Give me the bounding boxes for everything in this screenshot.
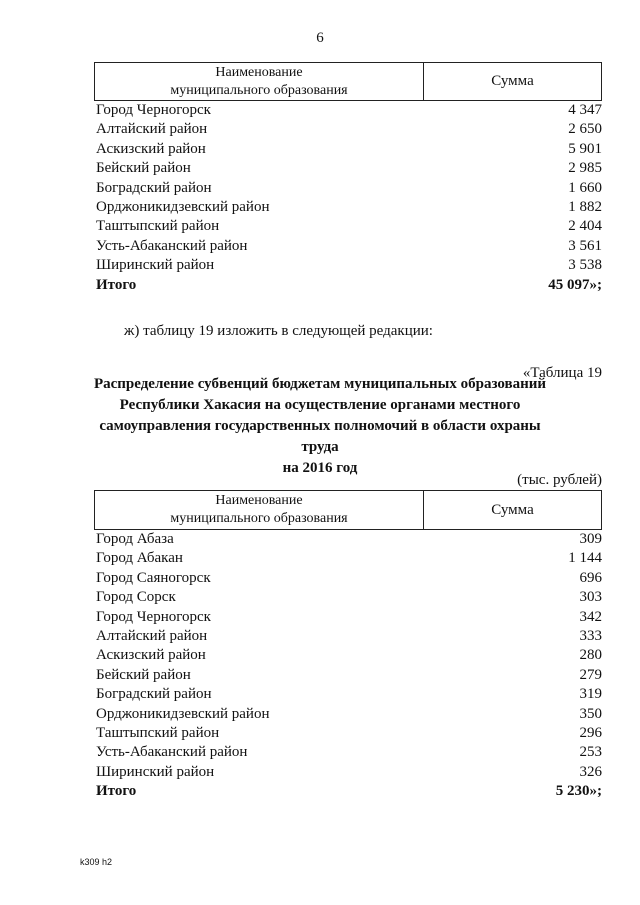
row-value: 696 xyxy=(579,569,602,586)
table2-header-sum: Сумма xyxy=(491,501,534,518)
table-row xyxy=(96,549,602,568)
table-title-line1: Распределение субвенций бюджетам муниципальных образований xyxy=(93,376,547,392)
row-value: 280 xyxy=(579,647,602,664)
row-value: 296 xyxy=(579,724,602,741)
table-row xyxy=(96,763,602,782)
table-row xyxy=(96,743,602,762)
table2-body xyxy=(96,530,602,801)
total-value: 5 230»; xyxy=(555,783,602,800)
total-label: Итого xyxy=(96,276,137,293)
row-name: Орджоникидзевский район xyxy=(96,705,270,722)
row-name: Бейский район xyxy=(96,666,191,683)
table-title xyxy=(80,374,560,479)
row-name: Бейский район xyxy=(96,160,191,177)
table-row xyxy=(96,666,602,685)
units-label: (тыс. рублей) xyxy=(517,472,602,488)
table-row xyxy=(96,120,602,139)
table2-total-row xyxy=(96,782,602,801)
table-row xyxy=(96,140,602,159)
table-row xyxy=(96,179,602,198)
table2-header-name xyxy=(95,491,424,529)
row-name: Усть-Абаканский район xyxy=(96,237,248,254)
table-row xyxy=(96,217,602,236)
total-value: 45 097»; xyxy=(548,276,602,293)
table-row xyxy=(96,237,602,256)
table-label: «Таблица 19 xyxy=(522,365,602,381)
table1-body xyxy=(96,101,602,295)
row-value: 1 660 xyxy=(568,179,602,196)
row-name: Ширинский район xyxy=(96,257,215,274)
table2-header xyxy=(94,490,602,530)
row-value: 5 901 xyxy=(568,140,602,157)
row-name: Таштыпский район xyxy=(96,724,220,741)
table-title-line4: на 2016 год xyxy=(282,460,358,476)
table-row xyxy=(96,530,602,549)
table-row xyxy=(96,724,602,743)
table-row xyxy=(96,685,602,704)
table2-header-name-line2: муниципального образования xyxy=(170,511,348,526)
table1-header xyxy=(94,62,602,101)
row-value: 342 xyxy=(579,608,602,625)
total-label: Итого xyxy=(96,783,137,800)
row-value: 1 882 xyxy=(568,198,602,215)
table-row xyxy=(96,588,602,607)
table-row xyxy=(96,101,602,120)
table-row xyxy=(96,608,602,627)
row-value: 3 538 xyxy=(568,257,602,274)
row-name: Ширинский район xyxy=(96,763,215,780)
row-value: 2 404 xyxy=(568,218,602,235)
table-row xyxy=(96,256,602,275)
row-value: 253 xyxy=(579,744,602,761)
table-row xyxy=(96,159,602,178)
table1-header-name-line1: Наименование xyxy=(215,65,303,80)
table-title-line3: самоуправления государственных полномочий в области охраны труда xyxy=(99,418,541,455)
table1-total-row xyxy=(96,276,602,295)
page-number: 6 xyxy=(316,30,324,46)
table2-header-name-line1: Наименование xyxy=(215,493,303,508)
row-value: 333 xyxy=(579,627,602,644)
row-value: 2 985 xyxy=(568,160,602,177)
table1-header-name-line2: муниципального образования xyxy=(170,83,348,98)
table-title-line2: Республики Хакасия на осуществление органами местного xyxy=(119,397,521,413)
row-value: 1 144 xyxy=(568,550,602,567)
table-row xyxy=(96,627,602,646)
row-name: Город Саяногорск xyxy=(96,569,211,586)
table-row xyxy=(96,705,602,724)
row-name: Боградский район xyxy=(96,686,212,703)
row-name: Алтайский район xyxy=(96,121,208,138)
row-name: Аскизский район xyxy=(96,647,206,664)
row-value: 279 xyxy=(579,666,602,683)
row-value: 2 650 xyxy=(568,121,602,138)
row-name: Аскизский район xyxy=(96,140,206,157)
row-name: Город Абаза xyxy=(96,531,174,547)
row-name: Город Абакан xyxy=(96,550,183,567)
amendment-paragraph: ж) таблицу 19 изложить в следующей редакции: xyxy=(124,323,433,339)
table-row xyxy=(96,569,602,588)
table1-header-sum: Сумма xyxy=(491,73,534,89)
row-value: 4 347 xyxy=(568,102,602,118)
row-name: Таштыпский район xyxy=(96,218,220,235)
table-row xyxy=(96,646,602,665)
row-name: Город Черногорск xyxy=(96,102,211,118)
row-name: Алтайский район xyxy=(96,627,208,644)
row-value: 319 xyxy=(579,686,602,703)
row-name: Усть-Абаканский район xyxy=(96,744,248,761)
footer-code: k309 h2 xyxy=(80,857,113,867)
row-name: Боградский район xyxy=(96,179,212,196)
row-value: 309 xyxy=(579,531,602,547)
row-value: 350 xyxy=(579,705,602,722)
row-value: 326 xyxy=(579,763,602,780)
row-value: 303 xyxy=(579,589,602,606)
table-row xyxy=(96,198,602,217)
table1-header-name xyxy=(95,63,424,100)
row-name: Город Сорск xyxy=(96,589,176,606)
row-value: 3 561 xyxy=(568,237,602,254)
row-name: Город Черногорск xyxy=(96,608,211,625)
row-name: Орджоникидзевский район xyxy=(96,198,270,215)
